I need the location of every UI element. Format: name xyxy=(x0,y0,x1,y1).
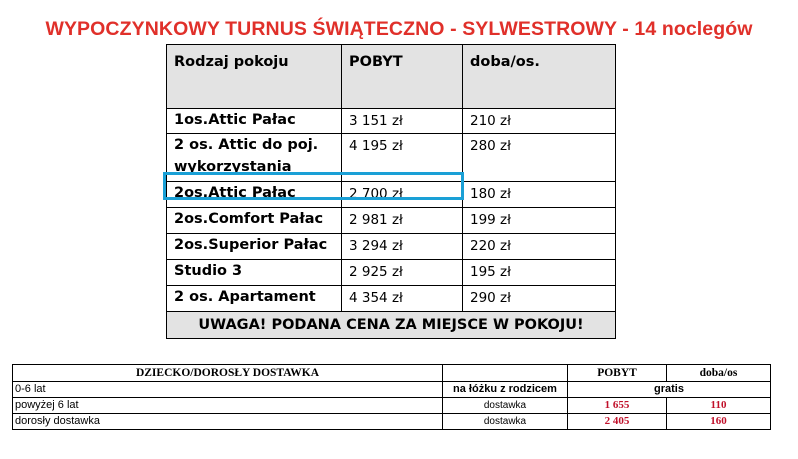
header-stay: POBYT xyxy=(568,365,667,382)
room-type-cell: 2 os. Apartament xyxy=(167,286,342,312)
room-type-cell: 2os.Superior Pałac xyxy=(167,234,342,260)
table-row xyxy=(167,109,616,134)
price-note: UWAGA! PODANA CENA ZA MIEJSCE W POKOJU! xyxy=(167,312,616,339)
stay-price-cell: 4 354 zł xyxy=(342,286,463,312)
table-row xyxy=(167,260,616,286)
header-blank xyxy=(443,365,568,382)
per-day-price-cell: 195 zł xyxy=(463,260,616,286)
stay-price-cell: 2 981 zł xyxy=(342,208,463,234)
stay-price-cell: 4 195 zł xyxy=(342,134,463,182)
age-label: dorosły dostawka xyxy=(13,414,443,430)
per-day-price-cell: 280 zł xyxy=(463,134,616,182)
stay-price-cell: 2 700 zł xyxy=(342,182,463,208)
age-label: powyżej 6 lat xyxy=(13,398,443,414)
stay-price-cell: 3 294 zł xyxy=(342,234,463,260)
table-row xyxy=(13,398,771,414)
table-row xyxy=(13,414,771,430)
header-extra-bed: DZIECKO/DOROSŁY DOSTAWKA xyxy=(13,365,443,382)
header-per-day: doba/os. xyxy=(463,45,616,109)
per-day-price-cell: 210 zł xyxy=(463,109,616,134)
per-day-price-cell: 220 zł xyxy=(463,234,616,260)
room-type-cell: 2os.Attic Pałac xyxy=(167,182,342,208)
per-day-price-cell: 290 zł xyxy=(463,286,616,312)
table-row xyxy=(167,182,616,208)
stay-price-cell: 2 405 xyxy=(568,414,667,430)
header-room-type: Rodzaj pokoju xyxy=(167,45,342,109)
free-price: gratis xyxy=(568,382,771,398)
note-row xyxy=(167,312,616,339)
room-type-cell: 1os.Attic Pałac xyxy=(167,109,342,134)
extra-bed-table xyxy=(12,364,771,430)
header-stay: POBYT xyxy=(342,45,463,109)
stay-price-cell: 1 655 xyxy=(568,398,667,414)
per-day-price-cell: 160 xyxy=(667,414,771,430)
table-header-row xyxy=(13,365,771,382)
age-label: 0-6 lat xyxy=(13,382,443,398)
per-day-price-cell: 199 zł xyxy=(463,208,616,234)
per-day-price-cell: 180 zł xyxy=(463,182,616,208)
table-header-row xyxy=(167,45,616,109)
table-row xyxy=(167,286,616,312)
room-type-cell: 2 os. Attic do poj. wykorzystania xyxy=(167,134,342,182)
bed-type: na łóżku z rodzicem xyxy=(443,382,568,398)
per-day-price-cell: 110 xyxy=(667,398,771,414)
room-type-cell: 2os.Comfort Pałac xyxy=(167,208,342,234)
room-type-cell: Studio 3 xyxy=(167,260,342,286)
table-row xyxy=(167,208,616,234)
header-per-day: doba/os xyxy=(667,365,771,382)
table-row xyxy=(13,382,771,398)
bed-type: dostawka xyxy=(443,414,568,430)
table-row xyxy=(167,134,616,182)
stay-price-cell: 3 151 zł xyxy=(342,109,463,134)
bed-type: dostawka xyxy=(443,398,568,414)
page-title: WYPOCZYNKOWY TURNUS ŚWIĄTECZNO - SYLWESTROWY - 14 noclegów xyxy=(45,18,753,40)
room-price-table xyxy=(166,44,616,339)
table-row xyxy=(167,234,616,260)
stay-price-cell: 2 925 zł xyxy=(342,260,463,286)
